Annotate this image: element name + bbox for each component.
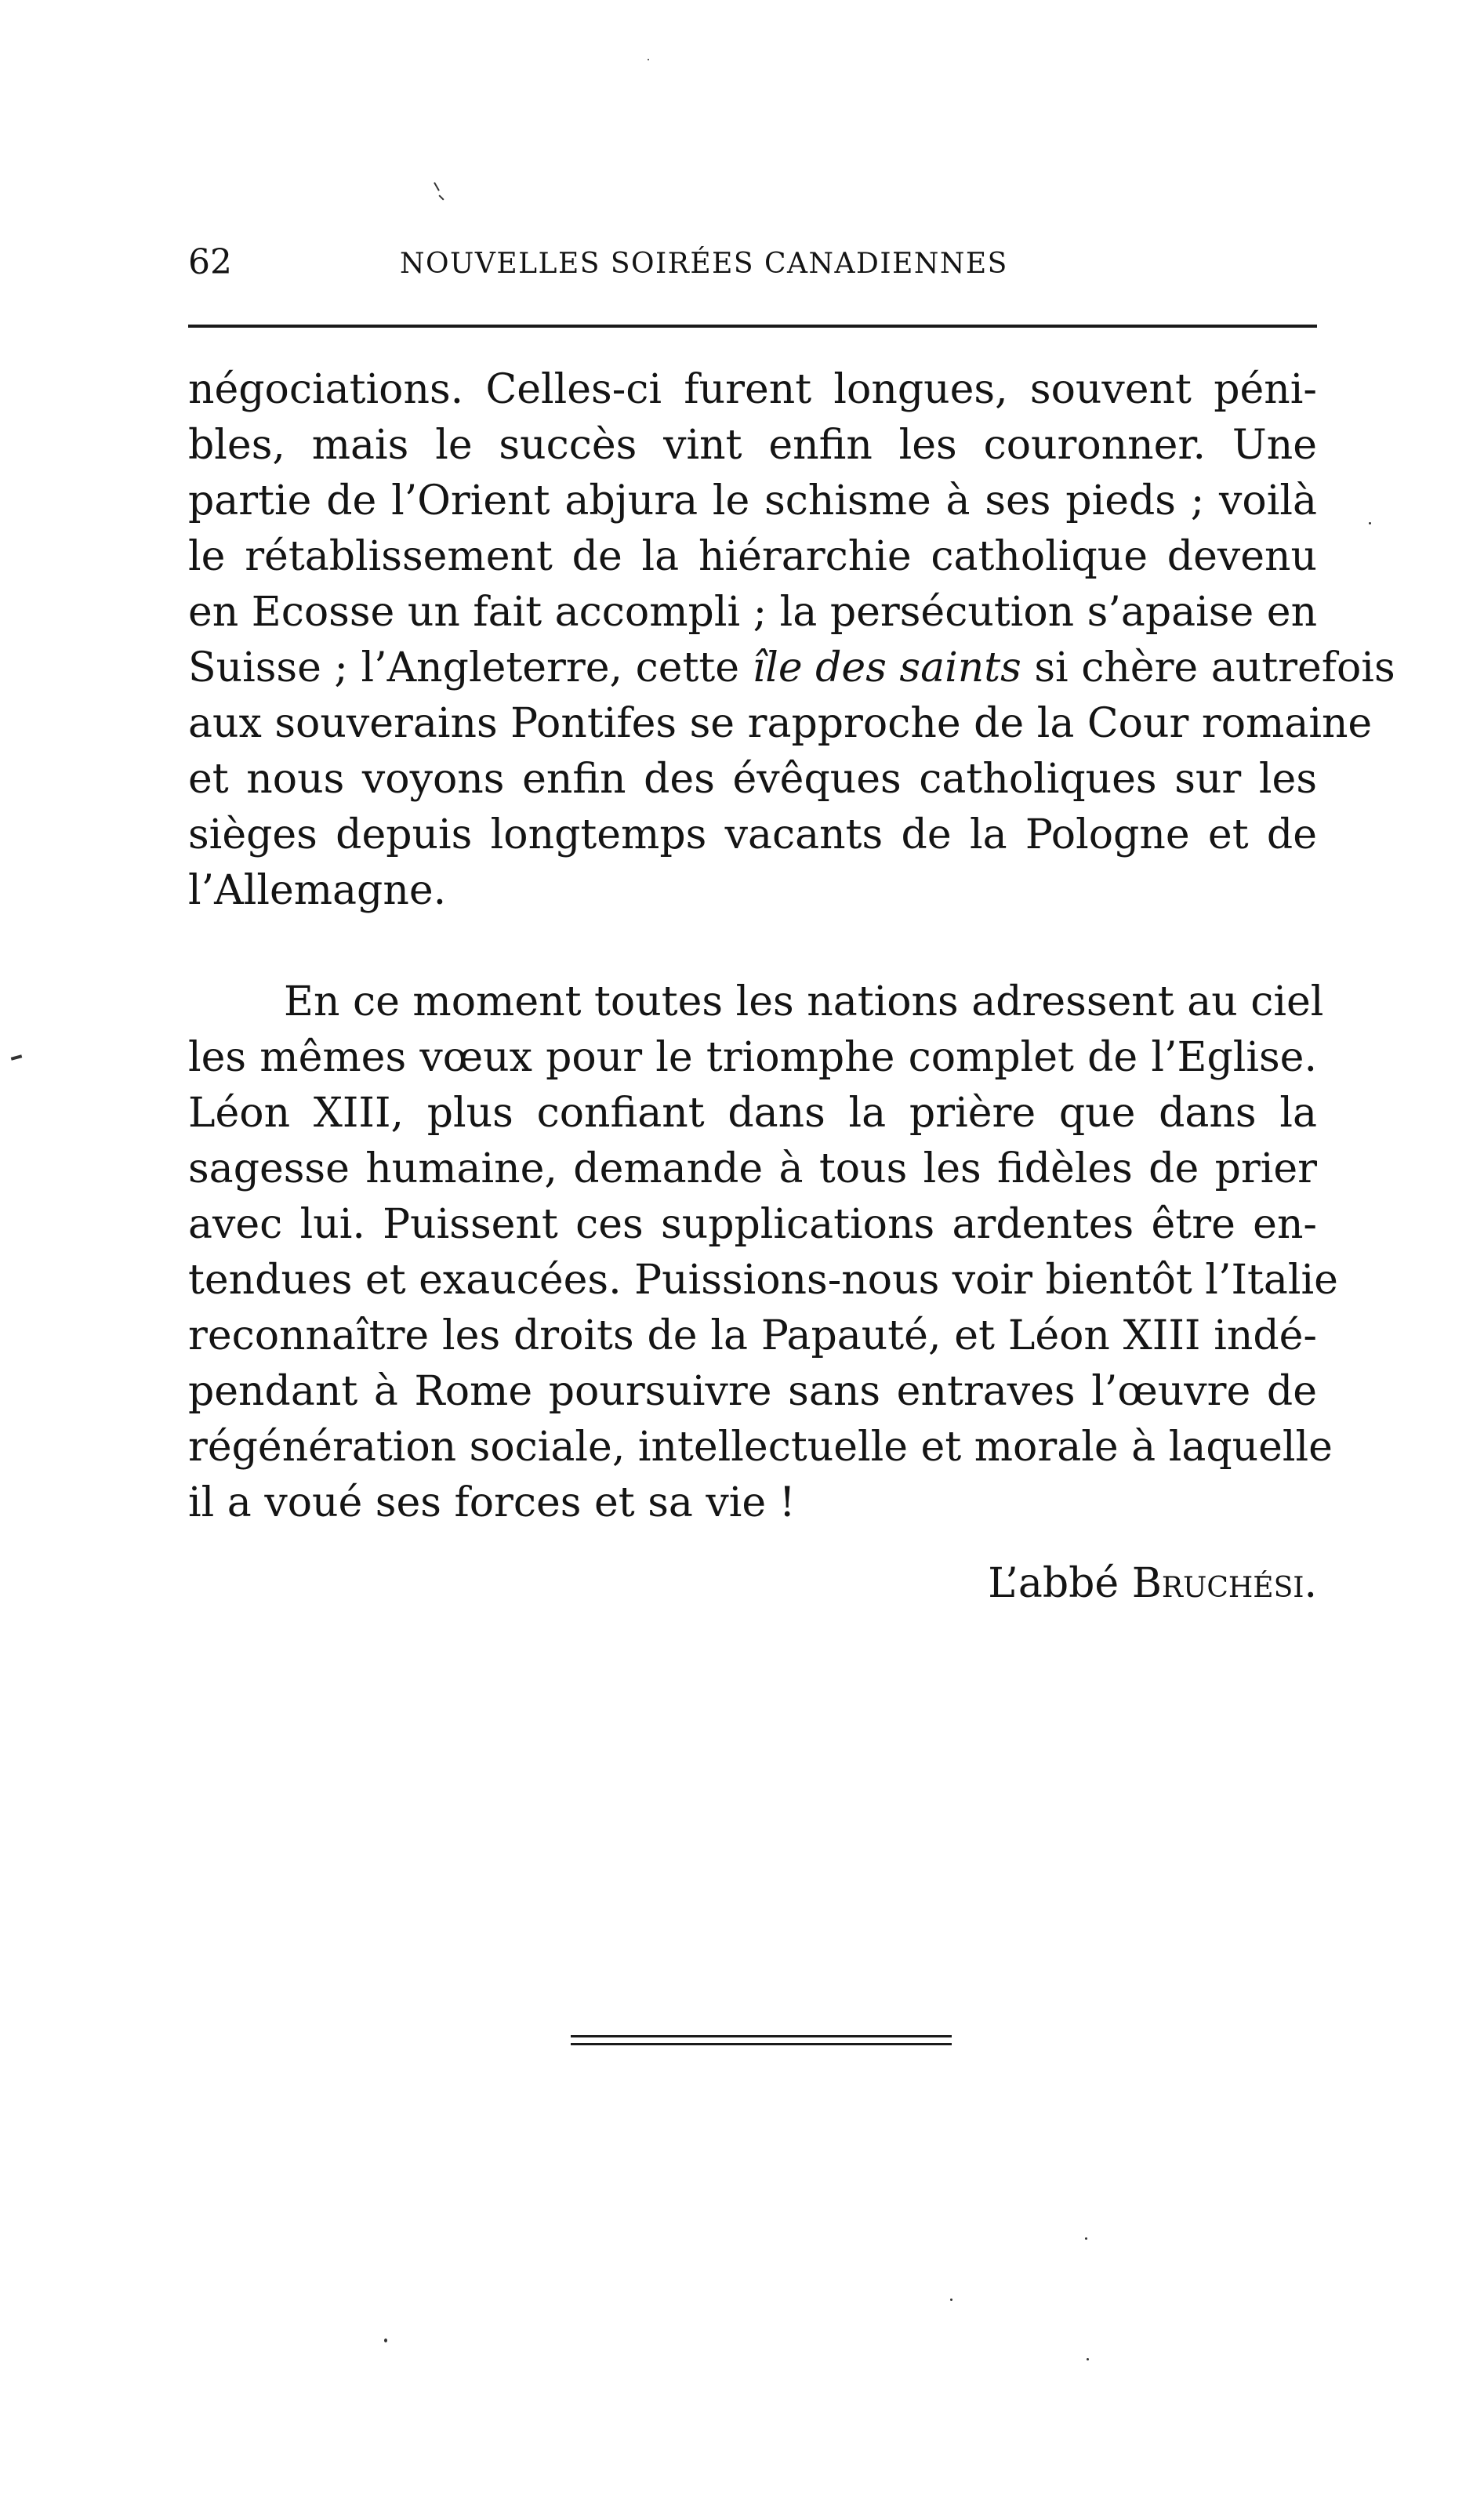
end-rule-bottom	[571, 2043, 952, 2045]
scan-speck	[1369, 522, 1371, 524]
scan-speck	[438, 194, 444, 200]
scan-speck	[1087, 2358, 1089, 2360]
text-line: avec lui. Puissent ces supplications ardentes être en-	[188, 1201, 1317, 1248]
signature-name: Bruchési.	[1131, 1560, 1317, 1607]
text-line: sièges depuis longtemps vacants de la Pologne et de	[188, 811, 1317, 858]
paragraph-gap	[188, 919, 1317, 974]
text-segment: si chère autrefois	[1034, 644, 1395, 691]
scan-speck	[648, 59, 649, 60]
text-line: tendues et exaucées. Puissions-nous voir bientôt l’Italie	[188, 1257, 1338, 1304]
end-rule-top	[571, 2035, 952, 2037]
text-line: Léon XIII, plus confiant dans la prière que dans la	[188, 1090, 1317, 1137]
italic-phrase: île des saints	[752, 644, 1021, 691]
scan-speck	[11, 1054, 23, 1060]
text-line: le rétablissement de la hiérarchie catholique devenu	[188, 533, 1317, 580]
text-line: bles, mais le succès vint enfin les couronner. Une	[188, 422, 1317, 469]
text-line: l’Allemagne.	[188, 867, 447, 914]
text-line-with-italic	[188, 640, 1395, 696]
signature	[862, 1556, 1317, 1612]
text-line: reconnaître les droits de la Papauté, et Léon XIII indé-	[188, 1312, 1317, 1359]
text-line: aux souverains Pontifes se rapproche de la Cour romaine	[188, 700, 1373, 747]
text-line: En ce moment toutes les nations adressent au ciel	[284, 978, 1324, 1025]
scan-speck	[1085, 2237, 1087, 2240]
text-line: partie de l’Orient abjura le schisme à ses pieds ; voilà	[188, 477, 1317, 524]
text-line: pendant à Rome poursuivre sans entraves l’œuvre de	[188, 1368, 1317, 1415]
text-line: et nous voyons enfin des évêques catholiques sur les	[188, 756, 1317, 803]
book-title: NOUVELLES SOIRÉES CANADIENNES	[400, 248, 1008, 280]
scan-speck	[434, 182, 440, 190]
header-rule	[188, 325, 1317, 328]
page-number: 62	[188, 242, 232, 282]
body-text	[188, 362, 1395, 1531]
text-line: en Ecosse un fait accompli ; la persécution s’apaise en	[188, 589, 1318, 636]
text-segment: Suisse ; l’Angleterre, cette	[188, 644, 740, 691]
text-line: il a voué ses forces et sa vie !	[188, 1479, 796, 1526]
text-line: sagesse humaine, demande à tous les fidèles de prier	[188, 1145, 1317, 1192]
scan-speck	[950, 2299, 952, 2301]
text-line: les mêmes vœux pour le triomphe complet de l’Eglise.	[188, 1034, 1317, 1081]
signature-prefix: L’abbé	[988, 1560, 1119, 1607]
text-line: régénération sociale, intellectuelle et morale à laquelle	[188, 1424, 1333, 1471]
running-head	[188, 239, 1317, 286]
scan-speck	[384, 2339, 387, 2342]
text-line: négociations. Celles-ci furent longues, souvent péni-	[188, 366, 1317, 413]
